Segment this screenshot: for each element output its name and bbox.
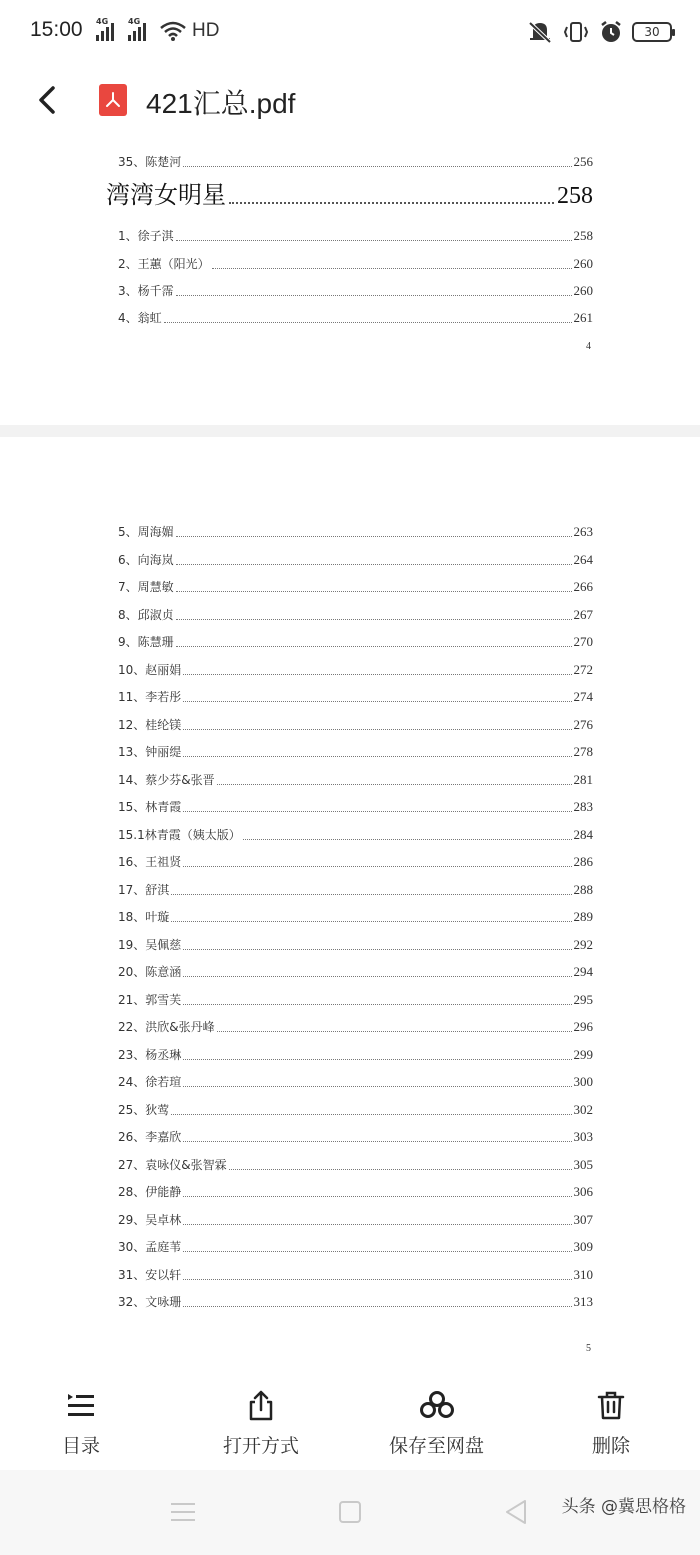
toc-entry[interactable]: 31、安以轩 310: [118, 1266, 593, 1282]
system-nav-bar: [0, 1470, 700, 1555]
toc-entry[interactable]: 27、袁咏仪&张智霖 305: [118, 1156, 593, 1172]
cellular-signal-icon: 4G: [96, 21, 114, 41]
pdf-file-icon: [99, 84, 127, 116]
toc-entry[interactable]: 26、李嘉欣 303: [118, 1129, 593, 1144]
list-icon: [66, 1392, 96, 1418]
toc-button[interactable]: 目录: [62, 1387, 100, 1458]
toc-entry[interactable]: 17、舒淇 288: [118, 881, 593, 897]
page-number: 4: [586, 341, 591, 352]
pdf-page-4[interactable]: [0, 140, 700, 425]
toc-entry[interactable]: 32、文咏珊 313: [118, 1294, 593, 1309]
back-triangle-icon: [504, 1499, 528, 1525]
toc-entry[interactable]: 19、吴佩慈 292: [118, 936, 593, 952]
bottom-toolbar: [0, 1375, 700, 1470]
toc-entry[interactable]: 21、郭雪芙 295: [118, 991, 593, 1007]
watermark: 头条 @冀思格格: [561, 1497, 686, 1517]
hd-indicator: HD: [192, 20, 220, 41]
toc-entry[interactable]: 2、王蕙（阳光） 260: [118, 256, 593, 271]
trash-icon: [597, 1390, 625, 1420]
battery-icon: 30: [632, 22, 672, 42]
toc-entry[interactable]: 24、徐若瑄 300: [118, 1074, 593, 1089]
toc-entry[interactable]: 6、向海岚 264: [118, 551, 593, 567]
page-separator: [0, 425, 700, 437]
document-title: 421汇总.pdf: [146, 88, 296, 119]
status-time: 15:00: [30, 18, 83, 41]
share-icon: [246, 1389, 276, 1421]
toc-entry[interactable]: 1、徐子淇 258: [118, 228, 593, 243]
toc-entry[interactable]: 18、叶璇 289: [118, 909, 593, 924]
wifi-icon: [160, 21, 186, 41]
status-left-icons: [96, 17, 220, 42]
toc-entry[interactable]: 15.1林青霞（姨太版） 284: [118, 826, 593, 842]
toc-section-heading[interactable]: 湾湾女明星 258: [106, 181, 593, 209]
status-bar: [0, 0, 700, 62]
toc-entry[interactable]: 29、吴卓林 307: [118, 1211, 593, 1227]
home-nav-button[interactable]: [330, 1494, 370, 1530]
toc-entry[interactable]: 3、杨千霈 260: [118, 283, 593, 298]
home-square-icon: [338, 1500, 362, 1524]
toc-entry[interactable]: 7、周慧敏 266: [118, 579, 593, 594]
toc-entry[interactable]: 30、孟庭苇 309: [118, 1239, 593, 1254]
toc-entry[interactable]: 8、邱淑贞 267: [118, 606, 593, 622]
toc-entry[interactable]: 14、蔡少芬&张晋 281: [118, 771, 593, 787]
toc-entry[interactable]: 9、陈慧珊 270: [118, 634, 593, 649]
toc-entry[interactable]: 28、伊能静 306: [118, 1184, 593, 1199]
delete-button[interactable]: 删除: [592, 1387, 630, 1458]
toc-entry[interactable]: 16、王祖贤 286: [118, 854, 593, 869]
chevron-left-icon: [37, 85, 57, 115]
status-right-icons: [527, 20, 672, 44]
page-number: 5: [586, 1343, 591, 1354]
menu-nav-button[interactable]: [163, 1494, 203, 1530]
cloud-drive-icon: [419, 1390, 455, 1420]
back-nav-button[interactable]: [496, 1494, 536, 1530]
back-button[interactable]: [30, 80, 64, 120]
toc-entry[interactable]: 13、钟丽缇 278: [118, 744, 593, 759]
toc-entry[interactable]: 35、陈楚河 256: [118, 154, 593, 169]
alarm-icon: [599, 20, 623, 44]
toc-entry[interactable]: 23、杨丞琳 299: [118, 1046, 593, 1062]
toc-entry[interactable]: 12、桂纶镁 276: [118, 716, 593, 732]
toc-entry[interactable]: 10、赵丽娟 272: [118, 661, 593, 677]
cellular-signal-icon: 4G: [128, 21, 146, 41]
toc-entry[interactable]: 11、李若彤 274: [118, 689, 593, 704]
toc-entry[interactable]: 22、洪欣&张丹峰 296: [118, 1019, 593, 1034]
pdf-page-5[interactable]: [0, 437, 700, 1375]
save-to-cloud-button[interactable]: 保存至网盘: [389, 1387, 484, 1458]
toc-entry[interactable]: 15、林青霞 283: [118, 799, 593, 814]
app-header: [0, 70, 700, 132]
toc-entry[interactable]: 5、周海媚 263: [118, 524, 593, 539]
toc-entry[interactable]: 20、陈意涵 294: [118, 964, 593, 979]
menu-icon: [170, 1501, 196, 1523]
vibrate-icon: [562, 20, 590, 44]
toc-entry[interactable]: 4、翁虹 261: [118, 310, 593, 325]
mute-bell-icon: [527, 20, 553, 44]
toc-entry[interactable]: 25、狄莺 302: [118, 1101, 593, 1117]
open-with-button[interactable]: 打开方式: [223, 1387, 299, 1458]
